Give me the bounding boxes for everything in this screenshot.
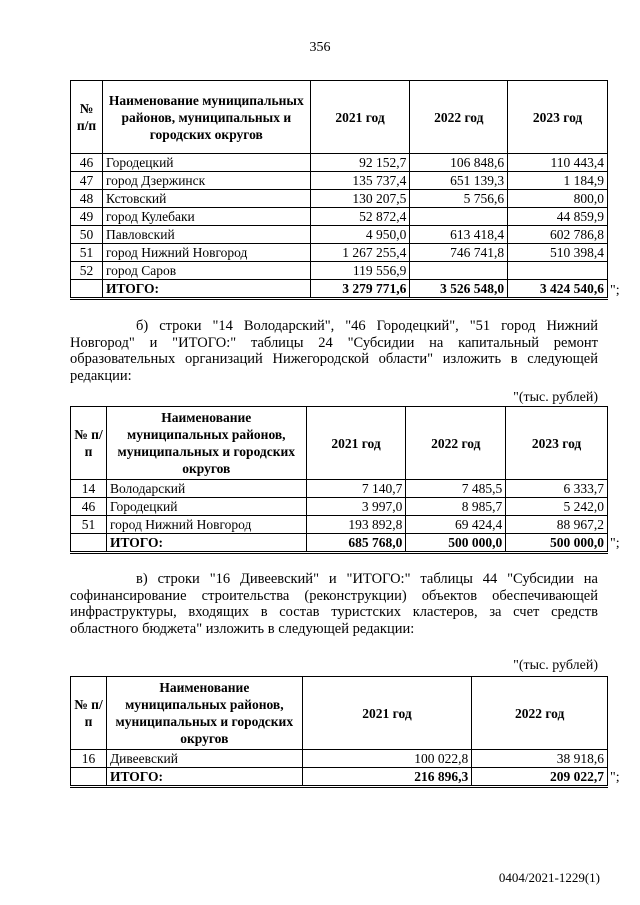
table-row: [71, 262, 608, 280]
row-number: 51: [71, 244, 103, 262]
row-number: [71, 768, 107, 787]
row-value: 106 848,6: [410, 154, 508, 172]
table-2: [70, 406, 608, 554]
header-name: Наименование муниципальных районов, муниципальных и городских округов: [102, 81, 310, 154]
total-label: ИТОГО:: [106, 534, 306, 553]
table-3: [70, 676, 608, 788]
table-row: [71, 154, 608, 172]
total-value: 3 279 771,6: [310, 280, 410, 299]
row-value: 135 737,4: [310, 172, 410, 190]
header-num: № п/п: [71, 677, 107, 750]
row-value: 4 950,0: [310, 226, 410, 244]
row-value: [410, 262, 508, 280]
row-value: 746 741,8: [410, 244, 508, 262]
header-year: 2022 год: [472, 677, 608, 750]
total-value: 3 424 540,6: [508, 280, 608, 299]
page-number: 356: [309, 40, 331, 55]
row-value: 5 756,6: [410, 190, 508, 208]
row-name: Кстовский: [102, 190, 310, 208]
paragraph-b: б) строки "14 Володарский", "46 Городецкий", "51 город Нижний Новгород" и "ИТОГО:" таблицы 24 "Субсидии на капитальный ремонт образовательных организаций Нижегородской области" изложить в следующей редакции:: [70, 318, 598, 384]
row-value: 602 786,8: [508, 226, 608, 244]
row-value: 110 443,4: [508, 154, 608, 172]
table-row: [71, 190, 608, 208]
total-row: [71, 280, 608, 299]
row-number: 14: [71, 480, 107, 498]
paragraph-v: в) строки "16 Дивеевский" и "ИТОГО:" таблицы 44 "Субсидии на софинансирование строительства (реконструкции) объектов обеспечивающей инфраструктуры, входящих в состав туристских кластеров, за счет средств областного бюджета" изложить в следующей редакции:: [70, 571, 598, 637]
row-number: 48: [71, 190, 103, 208]
row-number: 47: [71, 172, 103, 190]
total-value: 3 526 548,0: [410, 280, 508, 299]
row-name: Володарский: [106, 480, 306, 498]
header-name: Наименование муниципальных районов, муниципальных и городских округов: [106, 677, 302, 750]
header-year: 2022 год: [410, 81, 508, 154]
row-value: 7 140,7: [306, 480, 406, 498]
total-value: 500 000,0: [406, 534, 506, 553]
row-value: 3 997,0: [306, 498, 406, 516]
total-value: 500 000,0: [506, 534, 608, 553]
row-value: 88 967,2: [506, 516, 608, 534]
table-row: [71, 172, 608, 190]
total-value: 209 022,7: [472, 768, 608, 787]
row-value: 119 556,9: [310, 262, 410, 280]
row-number: 16: [71, 750, 107, 768]
row-name: город Саров: [102, 262, 310, 280]
row-value: 5 242,0: [506, 498, 608, 516]
row-name: город Кулебаки: [102, 208, 310, 226]
total-label: ИТОГО:: [102, 280, 310, 299]
table-row: [71, 226, 608, 244]
row-value: 7 485,5: [406, 480, 506, 498]
table-1-tail: ";: [610, 283, 620, 298]
header-name: Наименование муниципальных районов, муниципальных и городских округов: [106, 407, 306, 480]
header-num: № п/п: [71, 81, 103, 154]
header-year: 2021 год: [310, 81, 410, 154]
row-value: 510 398,4: [508, 244, 608, 262]
row-name: город Нижний Новгород: [102, 244, 310, 262]
table-3-tail: ";: [610, 770, 620, 785]
row-name: Городецкий: [102, 154, 310, 172]
row-value: 800,0: [508, 190, 608, 208]
total-value: 216 896,3: [302, 768, 472, 787]
table-1: [70, 80, 608, 300]
row-value: 44 859,9: [508, 208, 608, 226]
row-number: [71, 534, 107, 553]
row-number: 51: [71, 516, 107, 534]
row-value: 1 267 255,4: [310, 244, 410, 262]
row-value: 100 022,8: [302, 750, 472, 768]
row-number: 46: [71, 154, 103, 172]
table-row: [71, 750, 608, 768]
total-row: [71, 534, 608, 553]
row-value: [508, 262, 608, 280]
total-label: ИТОГО:: [106, 768, 302, 787]
row-value: 92 152,7: [310, 154, 410, 172]
row-number: 50: [71, 226, 103, 244]
row-value: 69 424,4: [406, 516, 506, 534]
header-year: 2022 год: [406, 407, 506, 480]
row-number: 49: [71, 208, 103, 226]
table-2-tail: ";: [610, 536, 620, 551]
row-value: 130 207,5: [310, 190, 410, 208]
row-value: 1 184,9: [508, 172, 608, 190]
row-value: 6 333,7: [506, 480, 608, 498]
row-name: город Нижний Новгород: [106, 516, 306, 534]
row-number: 52: [71, 262, 103, 280]
header-year: 2023 год: [506, 407, 608, 480]
table-row: [71, 516, 608, 534]
unit-label: "(тыс. рублей): [513, 390, 598, 405]
row-number: [71, 280, 103, 299]
table-row: [71, 244, 608, 262]
row-name: Дивеевский: [106, 750, 302, 768]
total-row: [71, 768, 608, 787]
table-row: [71, 480, 608, 498]
unit-label: "(тыс. рублей): [513, 658, 598, 673]
table-row: [71, 498, 608, 516]
header-year: 2023 год: [508, 81, 608, 154]
row-name: город Дзержинск: [102, 172, 310, 190]
row-name: Павловский: [102, 226, 310, 244]
row-value: 38 918,6: [472, 750, 608, 768]
header-num: № п/п: [71, 407, 107, 480]
row-value: [410, 208, 508, 226]
total-value: 685 768,0: [306, 534, 406, 553]
table-row: [71, 208, 608, 226]
row-value: 193 892,8: [306, 516, 406, 534]
header-year: 2021 год: [306, 407, 406, 480]
row-name: Городецкий: [106, 498, 306, 516]
row-value: 8 985,7: [406, 498, 506, 516]
document-code: 0404/2021-1229(1): [498, 870, 600, 885]
row-value: 52 872,4: [310, 208, 410, 226]
row-value: 651 139,3: [410, 172, 508, 190]
row-value: 613 418,4: [410, 226, 508, 244]
header-year: 2021 год: [302, 677, 472, 750]
row-number: 46: [71, 498, 107, 516]
